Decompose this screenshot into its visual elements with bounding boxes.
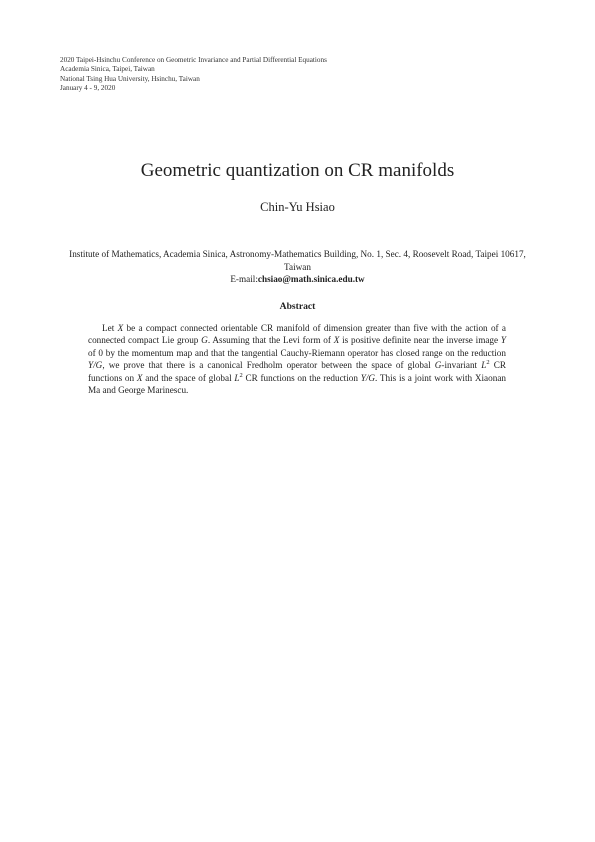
paper-title: Geometric quantization on CR manifolds — [140, 160, 455, 181]
header-line-conference: 2020 Taipei-Hsinchu Conference on Geometric Invariance and Partial Differential Equations — [60, 56, 327, 64]
abstract-text-fragment: , we prove that there is a canonical Fredholm operator between the space of global — [102, 360, 435, 371]
abstract-text-fragment: be a compact connected orientable CR manifold of dimension greater than five with the action of a connected compact Lie group — [88, 323, 506, 346]
abstract-text — [88, 322, 506, 396]
abstract-text-fragment: -invariant — [441, 360, 482, 371]
affiliation-text: Institute of Mathematics, Academia Sinica, Astronomy-Mathematics Building, No. 1, Sec. 4, Roosevelt Road, Taipei 10617, Taiwan — [69, 249, 526, 272]
math-symbol: X — [117, 323, 124, 333]
author-name: Chin-Yu Hsiao — [260, 200, 335, 214]
abstract-text-fragment: CR functions on — [88, 360, 506, 383]
affiliation-block — [60, 248, 535, 286]
math-symbol: Y/G — [88, 360, 103, 371]
abstract-text-fragment: is positive definite near the inverse image — [339, 335, 501, 346]
math-symbol: X — [333, 335, 340, 346]
header-line-dates: January 4 - 9, 2020 — [60, 84, 116, 93]
header-line-venue-1: Academia Sinica, Taipei, Taiwan — [60, 65, 155, 74]
math-symbol: L — [234, 372, 240, 383]
math-symbol: L — [481, 360, 487, 371]
abstract-text-fragment: of 0 by the momentum map and that the tangential Cauchy-Riemann operator has closed range on the reduction — [88, 347, 506, 358]
header-line-venue-2: National Tsing Hua University, Hsinchu, Taiwan — [60, 74, 200, 83]
math-symbol: Y — [500, 335, 507, 346]
abstract-text-fragment: . Assuming that the Levi form of — [207, 335, 334, 346]
math-superscript: 2 — [239, 371, 243, 379]
math-superscript: 2 — [486, 359, 490, 367]
abstract-text-fragment: and the space of global — [142, 372, 235, 383]
math-symbol: X — [136, 372, 143, 383]
abstract-text-fragment: CR functions on the reduction — [242, 372, 361, 383]
abstract-text-fragment: Let — [102, 323, 118, 333]
abstract-text-fragment: . This is a joint work with Xiaonan Ma and George Marinescu. — [88, 372, 506, 396]
email-label: E-mail: — [230, 274, 258, 284]
math-symbol: Y/G — [360, 372, 376, 383]
email-line — [60, 273, 535, 286]
math-symbol: G — [434, 360, 442, 371]
abstract-heading: Abstract — [279, 301, 316, 312]
conference-header — [60, 56, 540, 94]
email-address: chsiao@math.sinica.edu.tw — [257, 274, 365, 284]
math-symbol: G — [201, 335, 208, 346]
